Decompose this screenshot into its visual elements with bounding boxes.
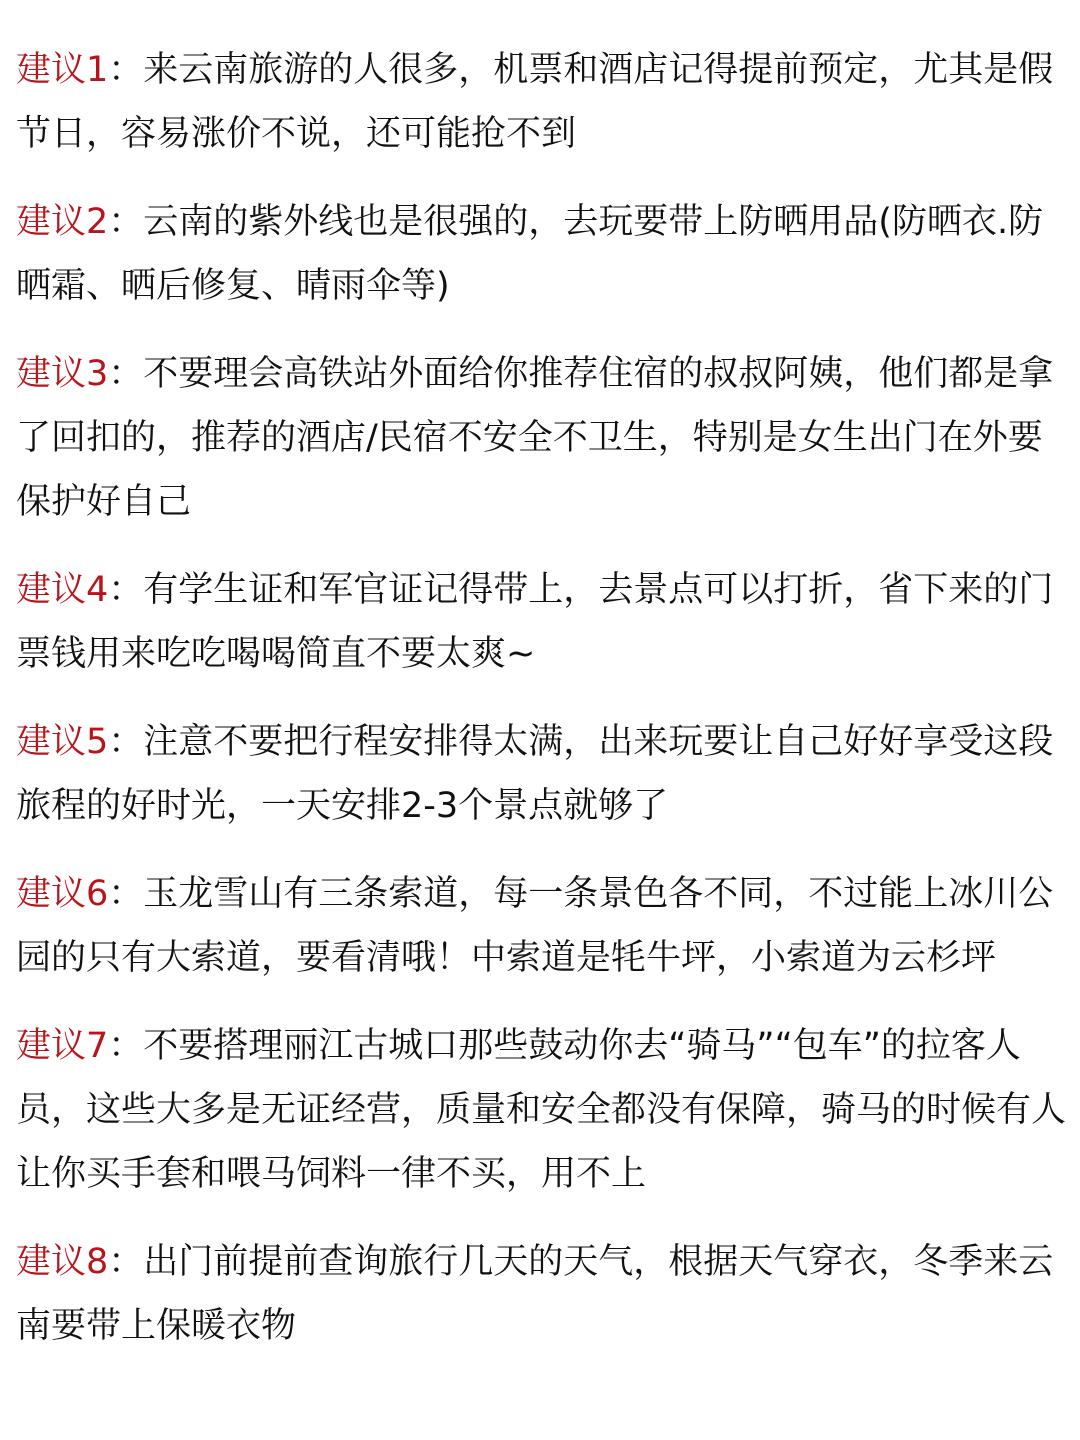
tip-colon: ： — [108, 722, 144, 762]
tip-text: 有学生证和军官证记得带上，去景点可以打折，省下来的门票钱用来吃吃喝喝简直不要太爽~ — [16, 570, 1054, 674]
tip-text: 出门前提前查询旅行几天的天气，根据天气穿衣，冬季来云南要带上保暖衣物 — [16, 1242, 1054, 1346]
tip-label: 建议7 — [16, 1026, 109, 1066]
tip-text: 玉龙雪山有三条索道，每一条景色各不同，不过能上冰川公园的只有大索道，要看清哦！中索道是牦牛坪，小索道为云杉坪 — [16, 874, 1054, 978]
tip-7 — [16, 1014, 1068, 1206]
tip-label: 建议4 — [16, 570, 109, 610]
tip-8 — [16, 1230, 1068, 1358]
tip-text: 来云南旅游的人很多，机票和酒店记得提前预定，尤其是假节日，容易涨价不说，还可能抢不到 — [16, 50, 1054, 154]
tip-5 — [16, 710, 1068, 838]
tip-label: 建议6 — [16, 874, 109, 914]
tip-label: 建议5 — [16, 722, 109, 762]
tips-document — [16, 38, 1068, 1382]
tip-2 — [16, 190, 1068, 318]
tip-label: 建议2 — [16, 202, 109, 242]
tip-colon: ： — [108, 874, 144, 914]
tip-colon: ： — [108, 202, 144, 242]
tip-label: 建议3 — [16, 354, 109, 394]
tip-3 — [16, 342, 1068, 534]
tip-colon: ： — [108, 1026, 144, 1066]
tip-6 — [16, 862, 1068, 990]
tip-4 — [16, 558, 1068, 686]
tip-label: 建议1 — [16, 50, 109, 90]
tip-text: 注意不要把行程安排得太满，出来玩要让自己好好享受这段旅程的好时光，一天安排2-3个景点就够了 — [16, 722, 1054, 826]
tip-colon: ： — [108, 570, 144, 610]
tip-colon: ： — [108, 50, 144, 90]
tip-colon: ： — [108, 1242, 144, 1282]
tip-label: 建议8 — [16, 1242, 109, 1282]
tip-1 — [16, 38, 1068, 166]
tip-text: 不要理会高铁站外面给你推荐住宿的叔叔阿姨，他们都是拿了回扣的，推荐的酒店/民宿不安全不卫生，特别是女生出门在外要保护好自己 — [16, 354, 1054, 522]
tip-text: 云南的紫外线也是很强的，去玩要带上防晒用品(防晒衣.防晒霜、晒后修复、晴雨伞等) — [16, 202, 1044, 306]
tip-text: 不要搭理丽江古城口那些鼓动你去“骑马”“包车”的拉客人员，这些大多是无证经营，质量和安全都没有保障，骑马的时候有人让你买手套和喂马饲料一律不买，用不上 — [16, 1026, 1067, 1194]
tip-colon: ： — [108, 354, 144, 394]
